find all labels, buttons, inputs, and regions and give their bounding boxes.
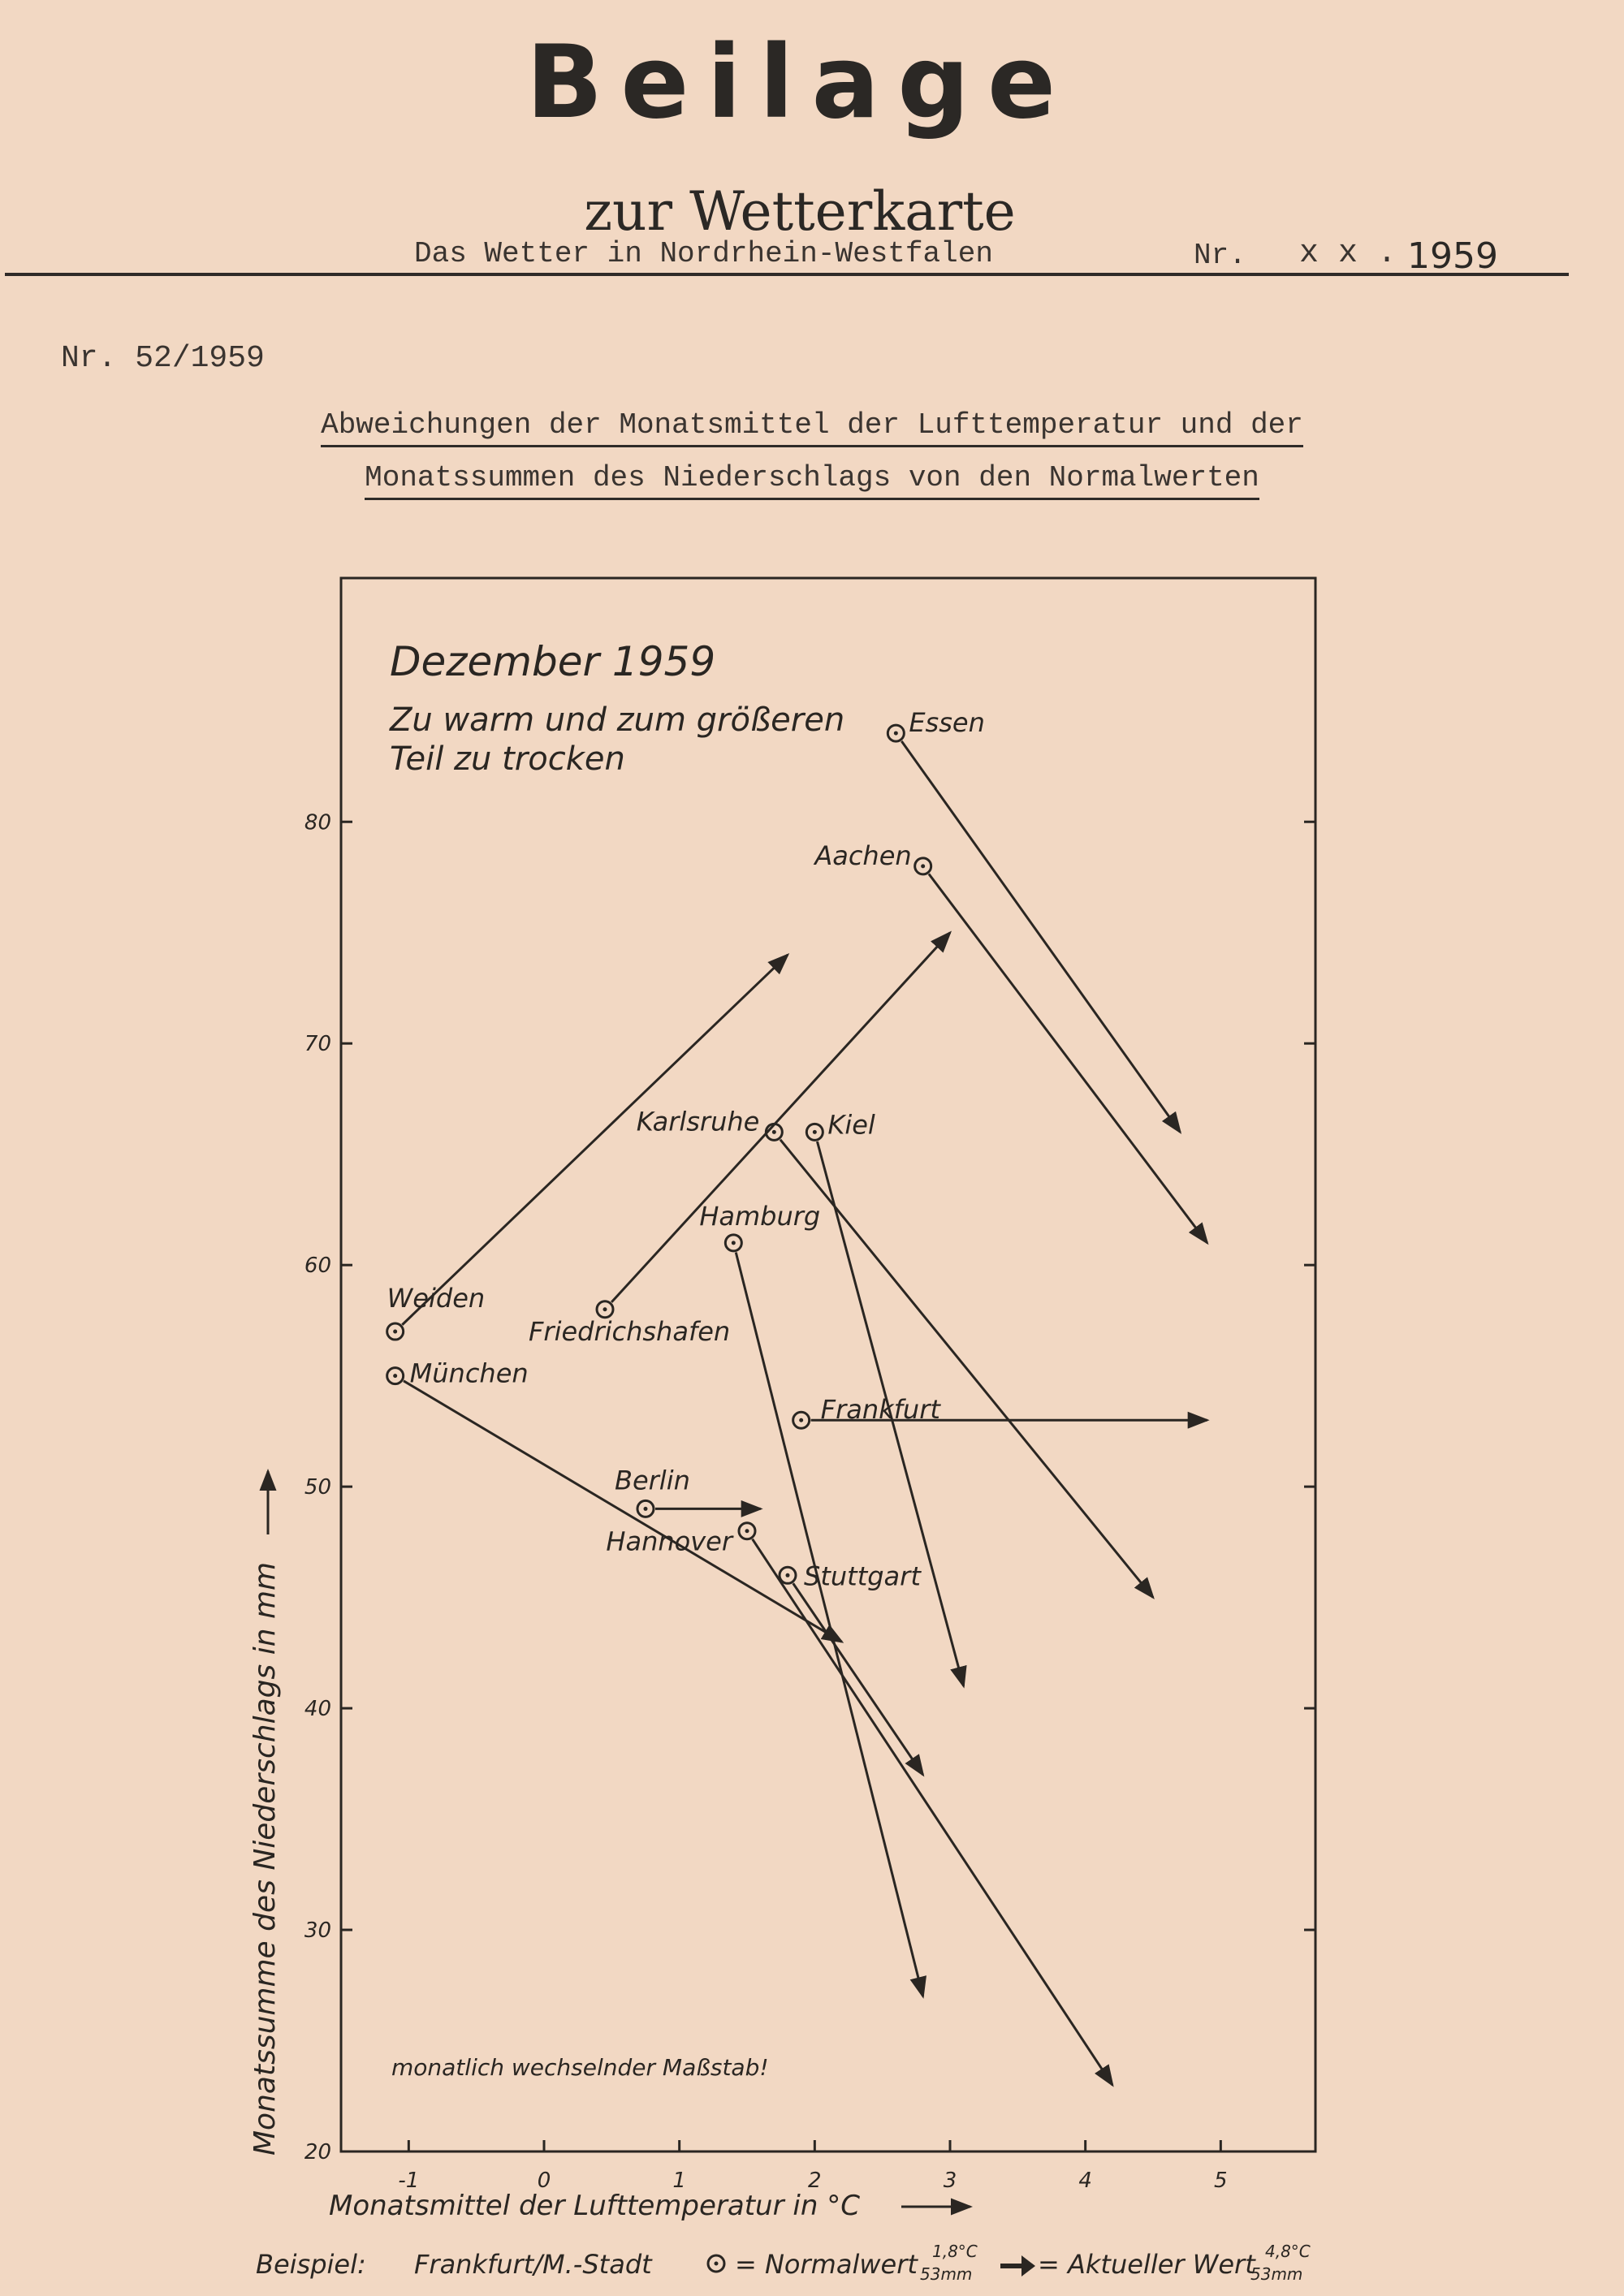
y-tick-label: 30 [304,1918,331,1944]
deviation-arrow [736,1253,922,1996]
station-label: Stuttgart [804,1560,921,1592]
station-label: Karlsruhe [636,1106,760,1137]
example-station: Frankfurt/M.-Stadt [414,2249,652,2280]
normal-value-point-dot [799,1418,803,1422]
normal-value-point-dot [644,1507,648,1511]
deviation-arrow [404,1381,842,1642]
example-label: Beispiel: [256,2249,366,2280]
y-tick-label: 80 [304,810,331,835]
example-actual-precip: 53mm [1250,2264,1303,2284]
issue-year: 1959 [1407,235,1498,277]
station-label: Berlin [615,1465,690,1496]
heading-line-1-text: Abweichungen der Monatsmittel der Lufttemperatur und der [321,408,1303,447]
example-normal-temp: 1,8°C [932,2242,978,2261]
issue-number-label: Nr. [1194,239,1246,272]
normal-value-point-dot [772,1130,776,1134]
deviation-arrow [793,1583,923,1775]
y-tick-label: 60 [304,1254,331,1279]
normal-value-point-dot [894,732,898,736]
station-label: München [409,1357,529,1389]
normal-value-symbol [708,2255,724,2272]
x-tick-label: 0 [537,2169,551,2193]
station-label: Friedrichshafen [529,1315,731,1347]
station-label: Frankfurt [820,1394,940,1426]
normal-value-point-dot [786,1573,790,1577]
x-tick-label: -1 [398,2169,420,2193]
y-tick-label: 40 [304,1697,331,1722]
y-axis-label: Monatssumme des Niederschlags in mm [248,1561,282,2156]
x-tick-label: 1 [672,2169,686,2193]
example-actual-temp: 4,8°C [1265,2242,1311,2261]
example-normal-precip: 53mm [920,2264,973,2284]
example-actual-text: = Aktueller Wert [1038,2249,1255,2280]
x-tick-label: 4 [1078,2169,1092,2193]
deviation-arrow [901,741,1180,1133]
station-label: Hamburg [699,1200,821,1232]
station-label: Weiden [387,1283,486,1314]
deviation-arrow [753,1539,1112,2085]
normal-value-point-dot [732,1241,736,1245]
chart-labels [387,707,985,1591]
x-tick-label: 5 [1214,2169,1228,2193]
deviation-arrow [929,874,1207,1242]
station-label: Aachen [814,839,912,871]
x-tick-label: 2 [808,2169,822,2193]
y-tick-label: 20 [304,2140,331,2164]
y-tick-label: 70 [304,1032,331,1057]
issue-number-value: x x . [1299,235,1397,272]
normal-value-point-dot [813,1130,817,1134]
series-name: Das Wetter in Nordrhein-Westfalen [414,237,993,270]
heading-line-2-text: Monatssummen des Niederschlags von den Normalwerten [365,461,1259,500]
x-tick-label: 3 [943,2169,957,2193]
x-axis-label: Monatsmittel der Lufttemperatur in °C [329,2190,860,2222]
actual-value-arrow-icon [1000,2255,1035,2277]
example-normal-text: = Normalwert [735,2249,918,2280]
chart-subtitle-line-1: Zu warm und zum größeren [390,701,845,739]
main-title: Beilage [525,24,1074,141]
chart-title: Dezember 1959 [390,638,716,685]
chart-note: monatlich wechselnder Maßstab! [391,2054,769,2081]
station-label: Hannover [606,1526,732,1557]
chart-subtitle-line-2: Teil zu trocken [390,740,625,778]
normal-value-point-dot [393,1330,397,1334]
station-label: Kiel [827,1109,875,1141]
deviation-arrow [402,955,788,1325]
normal-value-point-dot [393,1374,397,1378]
normal-value-point-dot [603,1307,607,1311]
station-label: Essen [909,707,985,739]
subtitle: zur Wetterkarte [584,180,1016,243]
normal-value-point-dot [745,1529,749,1533]
chart-ticks [304,810,1315,2193]
normal-value-point-dot [921,864,925,868]
issue-number: Nr. 52/1959 [61,341,265,376]
y-tick-label: 50 [304,1475,331,1500]
